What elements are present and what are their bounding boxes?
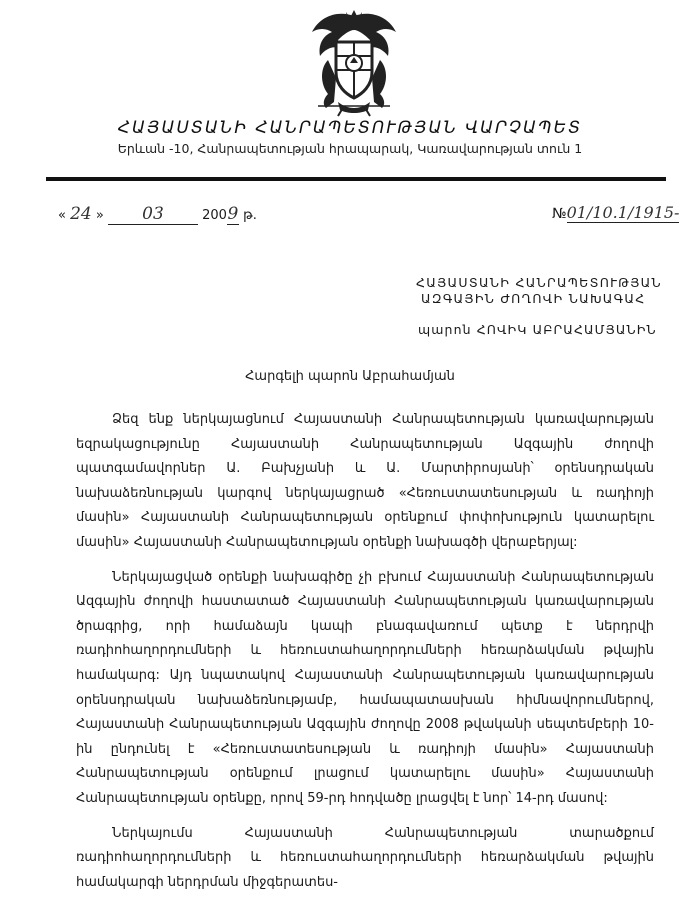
date-open-quote: «	[58, 208, 66, 223]
date-month: 03	[108, 204, 198, 225]
recipient-name: պարոն ՀՈՎԻԿ ԱԲՐԱՀԱՄՅԱՆԻՆ	[418, 322, 657, 337]
addressee-line-2: ԱԶԳԱՅԻՆ ԺՈՂՈՎԻ ՆԱԽԱԳԱՀ	[421, 291, 646, 306]
date-close-quote: »	[95, 208, 104, 223]
org-title: ՀԱՅԱՍՏԱՆԻ ՀԱՆՐԱՊԵՏՈՒԹՅԱՆ ՎԱՐՉԱՊԵՏ	[117, 118, 583, 138]
date-year-prefix: 200	[202, 208, 227, 223]
date-year-digit: 9	[227, 204, 239, 224]
letter-body	[76, 408, 654, 905]
reference-number	[552, 203, 679, 222]
addressee-line-1: ՀԱՅԱՍՏԱՆԻ ՀԱՆՐԱՊԵՏՈՒԹՅԱՆ	[416, 275, 662, 290]
letter-date	[58, 204, 257, 225]
paragraph-3: Ներկայումս Հայաստանի Հանրապետության տարածքում ռադիոհաղորդումների և հեռուստահաղորդումների հեռարձակման թվային համակարգի ներդրման միջգերատես-	[76, 825, 654, 890]
org-address: Երևան -10, Հանրապետության հրապարակ, Կառավարության տուն 1	[117, 141, 583, 156]
header-divider	[46, 177, 666, 181]
paragraph-1: Ձեզ ենք ներկայացնում Հայաստանի Հանրապետության կառավարության եզրակացությունը Հայաստանի Հանրապետության Ազգային ժողովի պատգամավորներ Ա. Բախչյանի և Ա. Մարտիրոսյանի՝ օրենսդրական նախաձեռնության կարգով ներկայացրած «Հեռուստատեսության և ռադիոյի մասին» Հայաստանի Հանրապետության օրենքում փոփոխություն կատարելու մասին» Հայաստանի Հանրապետության օրենքի նախագծի վերաբերյալ:	[76, 412, 654, 550]
date-suffix: թ.	[243, 208, 257, 223]
coat-of-arms-icon	[298, 6, 410, 118]
ref-prefix: №	[552, 206, 567, 222]
addressee-block	[416, 275, 662, 307]
salutation: Հարգելի պարոն Աբրահամյան	[245, 369, 455, 384]
paragraph-2: Ներկայացված օրենքի նախագիծը չի բխում Հայաստանի Հանրապետության Ազգային ժողովի հաստատած Հայաստանի Հանրապետության կառավարության ծրագրից, որի համաձայն կապի բնագավառում պետք է ներդրվի ռադիոհաղորդումների և հեռուստահաղորդումների հեռարձակման թվային համակարգ: Այդ նպատակով Հայաստանի Հանրապետության կառավարության օրենսդրական նախաձեռնությամբ, համապատասխան հիմնավորումներով, Հայաստանի Հանրապետության Ազգային ժողովը 2008 թվականի սեպտեմբերի 10-ին ընդունել է «Հեռուստատեսության և ռադիոյի մասին» Հայաստանի Հանրապետության օրենքում լրացում կատարելու մասին» Հայաստանի Հանրապետության օրենքը, որով 59-րդ հոդվածը լրացվել է նոր՝ 14-րդ մասով:	[76, 569, 654, 806]
date-day: 24	[70, 204, 92, 224]
ref-number: 01/10.1/1915-	[566, 203, 680, 222]
